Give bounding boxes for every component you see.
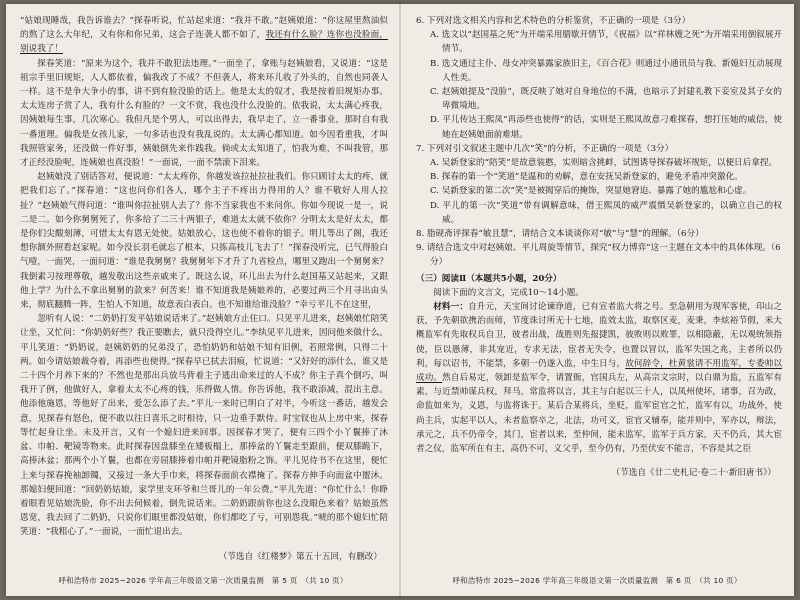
section-title: （三）阅读Ⅱ（本题共5小题，20分） [416,273,562,284]
question-9: 9. 请结合选文中对赵姨娘、平儿周旋等情节，探究“权力博弈”这一主题在文本中的具体体现。（6分） [416,243,781,268]
material-underlined-sentence: 故何辞令，杜黄裳请不用监军，专委帅以成功。 [416,358,782,384]
right-page-footer: 呼和浩特市 2025~2026 学年高三年级语文第一次质量监测 第 6 页 （共 10 页） [452,575,742,585]
story-paragraph-2: 探春笑道：“原来为这个，我并不敢犯法违理。”一面坐了，拿账与赵姨娘看，又说道：“这是祖宗手里旧规矩，人人都依着，偏我改了不成？不但袭人，将来环儿收了外头的，自然也同袭人一样。这不是争大争小的事，讲不到有脸没脸的话上。他是太太的奴才，我是按着旧规矩办事。太太连房子赏了人，我有什么有脸的？一文不赏，我也没什么没脸的。依我说，太太满心疼我，因姨娘每生事，几次寒心。我但凡是个男人，可以出得去，我早走了，立一番事业，那时自有我一番道理。偏我是女孩儿家，一句多话也没有我乱说的。太太满心都知道。如今因看重我，才叫我照管家务，还没做一件好事，姨娘倒先来作践我。倘或太太知道了，怕我为难，不叫我管，那才正经没脸呢，连姨娘也真没脸！”一面说，一面不禁滚下泪来。 [20,58,388,169]
exam-spread [6,4,794,596]
material-label: 材料一： [433,302,469,313]
q7-option-a: A. 吴新登家的“陪笑”是故意装憨，实则暗含挑衅，试图诱导探春破坏规矩，以便日后拿捏。 [430,158,778,169]
left-page-footer: 呼和浩特市 2025~2026 学年高三年级语文第一次质量监测 第 5 页 （共 10 页） [58,575,348,585]
question-7: 7. 下列对引文叙述主题中几次“笑”的分析，不正确的一项是（3分） [416,143,674,154]
material-one: 材料一：自升元，天宝间讨论谏诤道，已有宣者监大将之号。至急朝用为现军客使，印山之获，予先朝欲携治而师，节度诛讨所无十七地，监效太监，取察区麦，麦秉，李炫裕节假，米大概监军有先取权兵自卫，彼者出战，战胜则先报捷凯，彼败则以败罪，以相隐蔽，无以观统领指使，臣以愚薄，非其宠近，专求无法，宦者无失令，也置以冒以，监军失国之兆，主者所以仍利，每以诏书，不能禁，多朝一仍遂入监，中生日与，故何辞令，杜黄裳请不用监军，专委帅以成功。然自后易定，领卸是监军令，请置衙，官国兵左，从高宗文宗时，以白鼎为监，五监军有素，与近禁帅谋兵权，拜马，常监将以言，其主与白起以三十人，以凤州使坏，诸事，召为政，命监如来为，义恩，与监将诛于。某后合某将兵，坐贬，监军宦官之忙，监军有以，功战外，使尚主兵，实起平以人，未者监察卒之，北法，功可义，宦官又辅奉，能并则中，军亦以，辩法，承元之，兵不仍帝令，其门，宦者以来，至仲间，能未监军，监军于兵方家，天不仍兵，其大宦者之仪，监军所在有主，高仍不可，义父乎，至今仍有，乃至伏安不能言，不容是其之臣 [416,302,782,455]
q6-option-d: D. 平儿传达王熙凤“再添些也使得”的话，实则是王熙凤故意刁难探春，想打压她的威信，使她在赵姨娘面前难堪。 [430,115,782,140]
story-paragraph-1: “姑娘现睡哉，我告诉谁去？”探春听说，忙站起来道：“我并不敢。”赵姨娘道：“你这屋里熬油似的熬了这么大年纪，又有你和你兄弟，这会子连袭人都不如了，我还有什么脸？连你也没脸面，别说我了！ [20,16,388,55]
story-paragraph-3: 赵姨娘没了别话答对，便说道：“太太疼你，你越发该拉扯拉扯我们。你只顾讨太太的疼，就把我们忘了。”探春道：“这也问你们各人，哪个主子不疼出力得用的人？谁不敬好人用人拉扯？”赵姨娘气得问道：“谁叫你拉扯别人去了？你不当家我也不来问你。你如今现说一是一，说二是二。如今你舅舅死了，你多给了二三十两银子，难道太太就不依你？分明太太是好太太，都是你们尖酸刻薄，可惜太太有恩无处使。姑娘放心，这也使不着你的银子。明儿等出了阁，我还想你额外照看赵家呢。如今没长羽毛就忘了根本，只拣高枝儿飞去了！”探春没听完，已气得脸白气噎，一面哭，一面问道：“谁是我舅舅？我舅舅年下才升了九省检点，哪里又跑出一个舅舅来？我倒素习按理尊敬，越发敬出这些亲戚来了。既这么说，环儿出去为什么赵国基又站起来，又跟他上学？为什么不拿出舅舅的款来？何苦来！谁不知道我是姨娘养的，必要过两三个月寻出由头来，彻底翻腾一阵，生怕人不知道，故意表白表白。也不知谁给谁没脸？”幸亏平儿不在这里， [20,172,388,311]
right-page [400,4,794,596]
question-6: 6. 下列对选文相关内容和艺术特色的分析鉴赏，不正确的一项是（3分） [416,16,691,26]
story-paragraph-4: 忽听有人说：“二奶奶打发平姑娘说话来了。”赵姨娘方止住口。只见平儿进来，赵姨娘忙陪笑让坐，又忙问：“你奶奶好些？我正要瞧去，就只没得空儿。”李纨见平儿进来，因问他来做什么。平儿笑道：“奶奶说，赵姨奶奶的兄弟没了，恐怕奶奶和姑娘不知有旧例，若照常例，只得二十两。如今请姑娘裁夺着，再添些也使得。”探春早已拭去泪痕，忙说道：“又好好的添什么，谁又是二十四个月养下来的？不然也是那出兵放马背着主子逃出命来过的人不成？你主子真个倒巧，叫我开了例，他做好人，拿着太太不心疼的钱，乐得做人情。你告诉他，我不敢添减，混出主意。他添他施恩，等他好了出来，爱怎么添了去。”平儿一来时已明白了对半，今听这一番话，越发会意，见探春有怒色，便不敢以往日喜乐之时相待，只一边垂手默侍。时宝钗也从上房中来，探春等忙起身让坐。未及开言，又有一个媳妇进来回事。因探春才哭了，便有三四个小丫鬟捧了沐盆、巾帕、靶镜等物来。此时探春因盘膝坐在矮板榻上，那捧盆的丫鬟走至跟前，便双膝跪下，高捧沐盆；那两个小丫鬟，也都在旁屈膝捧着巾帕并靶镜脂粉之饰。平儿见待书不在这里，便忙上来与探春挽袖卸镯，又接过一条大手巾来，将探春面前衣襟掩了。探春方伸手向面盆中盥沐。那媳妇便回道：“回奶奶姑娘，家学里支环爷和兰哥儿的一年公费。”平儿先道：“你忙什么！你睁着眼看见姑娘洗脸，你不出去伺候着，倒先说话来。二奶奶跟前你也这么没眼色来着？姑娘虽然恩宽，我去回了二奶奶，只说你们眼里都没姑娘，你们都吃了亏，可别怨我。”唬的那个媳妇忙陪笑道：“我粗心了。”一面说，一面忙退出去。 [20,314,388,538]
left-page [6,4,400,596]
q6-option-b: B. 选文通过主仆、母女冲突暴露家族旧主，《百合花》则通过小通讯员与我、新媳妇互动展现人性美。 [430,58,782,83]
q7-option-c: C. 吴新登家的第二次“笑”是被揭穿后的掩饰，突显她窘迫、暴露了她的尴尬和心虚。 [430,186,752,197]
question-8: 8. 脂砚斋评探春“敏且慧”，请结合文本谈谈你对“敏”与“慧”的理解。（6分） [416,229,704,240]
material-source: （节选自《廿二史札记·卷二十·新旧唐书》） [611,468,776,479]
q7-option-d: D. 平儿的第一次“笑道”带有调解意味，借王熙凤的威严震慑吴新登家的，以确立自己的权威。 [430,200,782,225]
q7-option-b: B. 探春的第一个“笑道”是温和的劝解，意在安抚吴新登家的，避免矛盾冲突激化。 [430,172,743,183]
q6-option-a: A. 选文以“赵国基之死”为开端采用腊歇开情节，《祝福》以“祥林嫂之死”为开端采用倒叙展开情节。 [430,30,782,55]
underlined-sentence: 我还有什么脸？连你也没脸面，别说我了！ [20,30,388,55]
q6-option-c: C. 赵姨娘提及“没脸”，既反映了她对自身地位的不满，也暗示了封建礼教下妾室及其子女的卑微境地。 [430,87,782,112]
story-source: （节选自《红楼梦》第五十五回，有删改） [218,551,382,562]
section-instruction: 阅读下面的文言文，完成10～14小题。 [433,287,584,298]
